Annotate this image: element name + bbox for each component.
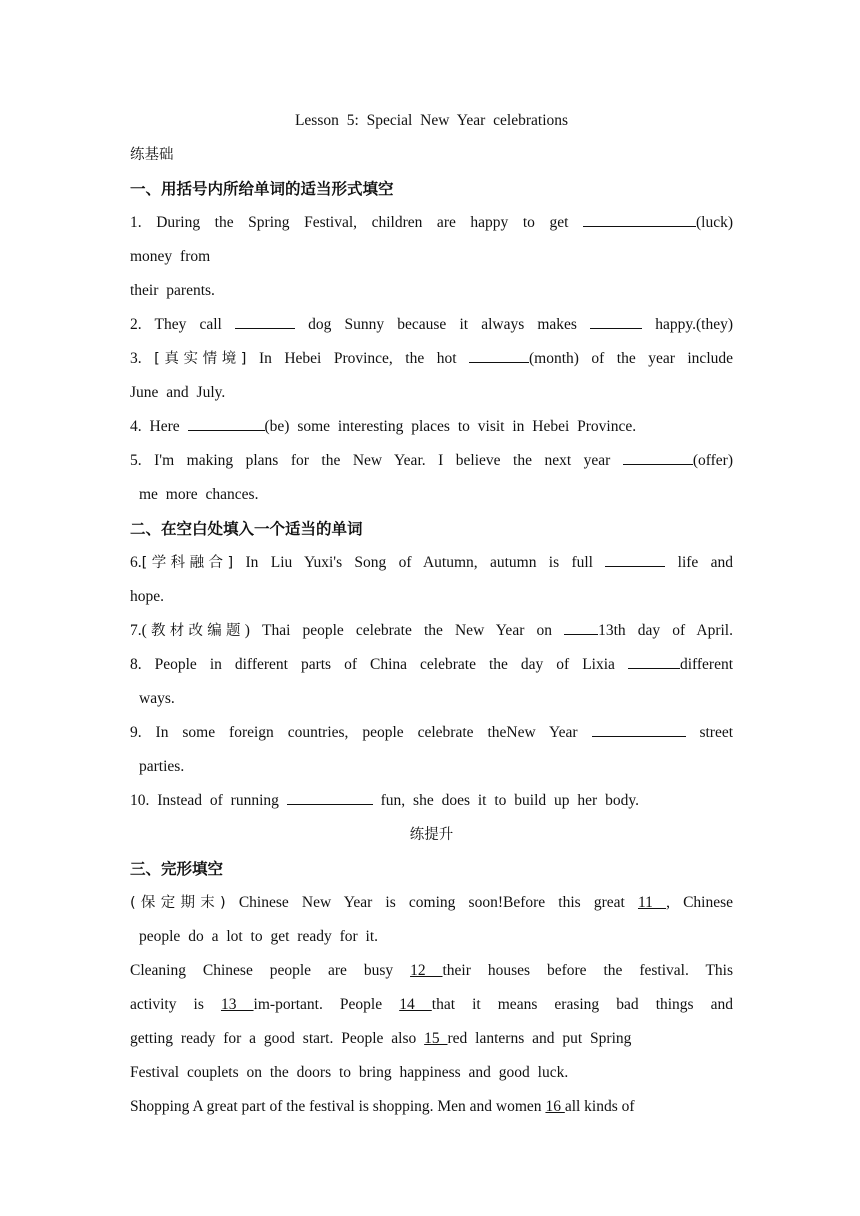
cloze-blank-13[interactable]: 13 (220, 996, 254, 1013)
q7-text-a: ) Thai people celebrate the New Year on (244, 622, 552, 639)
question-2 (130, 308, 733, 342)
q5-blank[interactable] (623, 448, 693, 465)
q7-blank[interactable] (564, 618, 598, 635)
question-8-line-1 (130, 648, 733, 682)
q6-text-b: life and (677, 554, 734, 571)
q4-text-b: (be) some interesting places to visit in Hebei Province. (264, 418, 637, 435)
q8-text-b: different (679, 656, 734, 673)
question-1-line-2: money from (130, 248, 211, 265)
page-title: Lesson 5: Special New Year celebrations (294, 112, 569, 129)
question-8-line-2: ways. (139, 690, 175, 707)
q3-text-a: In Hebei Province, the hot (258, 350, 457, 367)
passage-line-6: Festival couplets on the doors to bring happiness and good luck. (130, 1064, 569, 1081)
q1-text: 1. During the Spring Festival, children are happy to get (130, 214, 569, 231)
q3-number: 3. (130, 350, 142, 367)
passage-text-2b: their houses before the festival. This (442, 962, 734, 979)
q7-tag: 教材改编题 (146, 623, 245, 639)
q3-text-b: (month) of the year include (529, 350, 734, 367)
passage-line-1 (130, 886, 733, 920)
q1-blank[interactable] (583, 210, 696, 227)
q9-text-a: 9. In some foreign countries, people celebrate theNew Year (130, 724, 578, 741)
passage-line-4 (130, 988, 733, 1022)
passage-text-4a: getting ready for a good start. People also (130, 1030, 417, 1047)
q3-tag: [真实情境] (154, 351, 247, 367)
cloze-blank-11[interactable]: 11 (637, 894, 667, 911)
q7-text-b: 13th day of April. (598, 622, 733, 639)
passage-line-5 (130, 1022, 733, 1056)
q2-blank-2[interactable] (590, 312, 642, 329)
question-6-line-2: hope. (130, 588, 165, 605)
passage-text-1a: Chinese New Year is coming soon!Before this great (238, 894, 625, 911)
q10-text-a: 10. Instead of running (130, 792, 279, 809)
section-advanced-label: 练提升 (409, 827, 454, 843)
question-10 (130, 784, 733, 818)
passage-text-1b: , Chinese (666, 894, 734, 911)
question-5-line-2: me more chances. (139, 486, 259, 503)
cloze-blank-15[interactable]: 15 (424, 1030, 448, 1047)
passage-text-6b: all kinds of (564, 1098, 635, 1115)
q8-text-a: 8. People in different parts of China celebrate the day of Lixia (130, 656, 615, 673)
worksheet-page (130, 104, 733, 1124)
passage-text-2a: Cleaning Chinese people are busy (130, 962, 394, 979)
q8-blank[interactable] (628, 652, 680, 669)
cloze-blank-12[interactable]: 12 (410, 962, 443, 979)
q3-blank[interactable] (469, 346, 529, 363)
question-1-line-3: their parents. (130, 282, 215, 299)
cloze-blank-14[interactable]: 14 (399, 996, 432, 1013)
passage-text-4b: red lanterns and put Spring (447, 1030, 632, 1047)
question-4 (130, 410, 733, 444)
passage-text-3b: im-portant. People (253, 996, 383, 1013)
q2-text-a: 2. They call (130, 316, 222, 333)
q1-hint: (luck) (696, 214, 734, 231)
question-3-line-1 (130, 342, 733, 376)
q6-number: 6. (130, 554, 142, 571)
question-5-line-1 (130, 444, 733, 478)
question-6-line-1 (130, 546, 733, 580)
question-3-line-2: June and July. (130, 384, 226, 401)
passage-line-3 (130, 954, 733, 988)
part1-heading: 一、用括号内所给单词的适当形式填空 (130, 180, 394, 198)
q10-blank[interactable] (287, 788, 373, 805)
passage-text-3a: activity is (130, 996, 204, 1013)
question-9-line-1 (130, 716, 733, 750)
question-9-line-2: parties. (139, 758, 185, 775)
q10-text-b: fun, she does it to build up her body. (380, 792, 639, 809)
q9-text-b: street (699, 724, 734, 741)
passage-text-3c: that it means erasing bad things and (431, 996, 734, 1013)
q4-text-a: 4. Here (130, 418, 180, 435)
passage-source-tag: (保定期末) (130, 895, 226, 911)
q5-text-a: 5. I'm making plans for the New Year. I believe the next year (130, 452, 611, 469)
q7-number: 7.( (130, 622, 147, 639)
cloze-blank-16[interactable]: 16 (545, 1098, 565, 1115)
part3-heading: 三、完形填空 (130, 860, 224, 878)
q6-blank[interactable] (605, 550, 665, 567)
q9-blank[interactable] (592, 720, 686, 737)
passage-line-7 (130, 1090, 733, 1124)
passage-line-2: people do a lot to get ready for it. (139, 928, 379, 945)
question-7 (130, 614, 733, 648)
q2-text-b: dog Sunny because it always makes (308, 316, 577, 333)
q2-text-c: happy.(they) (655, 316, 734, 333)
passage-text-6a: Shopping A great part of the festival is shopping. Men and women (130, 1098, 542, 1115)
question-1-line-1 (130, 206, 733, 240)
q6-tag: [学科融合] (141, 555, 234, 571)
q2-blank-1[interactable] (235, 312, 295, 329)
section-basic-label: 练基础 (130, 147, 174, 163)
q6-text-a: In Liu Yuxi's Song of Autumn, autumn is full (245, 554, 593, 571)
q5-hint: (offer) (692, 452, 733, 469)
q4-blank[interactable] (188, 414, 265, 431)
part2-heading: 二、在空白处填入一个适当的单词 (130, 520, 363, 538)
